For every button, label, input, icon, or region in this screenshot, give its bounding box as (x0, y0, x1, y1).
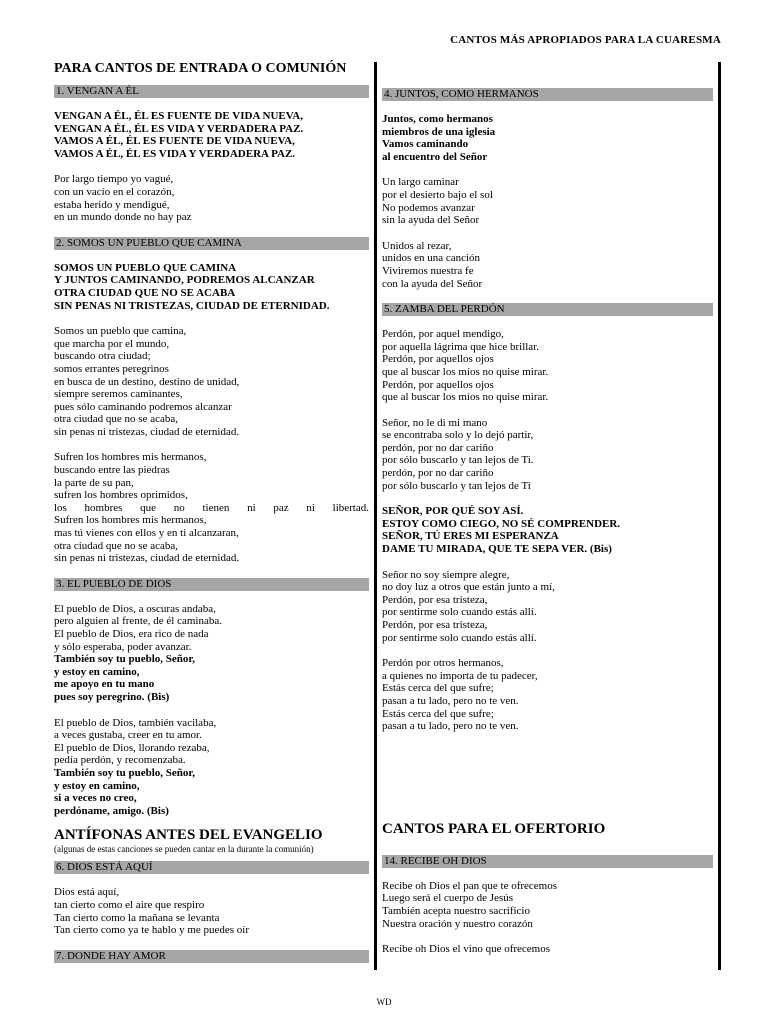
lyric-line: sin penas ni tristezas, ciudad de eternidad. (54, 425, 240, 438)
stanza (382, 569, 713, 645)
lyric-line: con la ayuda del Señor (382, 277, 483, 290)
stanza (54, 603, 369, 653)
lyric-line: También soy tu pueblo, Señor, (54, 766, 196, 779)
lyric-line: por sentirme solo cuando estás allí. (382, 631, 537, 644)
stanza (382, 240, 713, 290)
song-title-recibe: 14. RECIBE OH DIOS (382, 855, 713, 868)
lyric-line: me apoyo en tu mano (54, 678, 155, 691)
lyric-line: Sufren los hombres mis hermanos, (54, 514, 207, 527)
lyric-line: pero alguien al frente, de él caminaba. (54, 615, 222, 628)
lyric-line: que marcha por el mundo, (54, 337, 170, 350)
lyric-line: perdón, por no dar cariño (382, 441, 494, 454)
song-title-juntos: 4. JUNTOS, COMO HERMANOS (382, 88, 713, 101)
lyric-line: que al buscar los míos no quise mirar. (382, 391, 549, 404)
lyric-line: Y JUNTOS CAMINANDO, PODREMOS ALCANZAR (54, 274, 315, 287)
song-title-donde-hay-amor: 7. DONDE HAY AMOR (54, 950, 369, 963)
lyric-line: se encontraba solo y lo dejó partir, (382, 429, 534, 442)
song-title-somos: 2. SOMOS UN PUEBLO QUE CAMINA (54, 237, 369, 250)
lyric-line: pues soy peregrino. (Bis) (54, 690, 170, 703)
lyric-line: por sólo buscarlo y tan lejos de Ti (382, 479, 531, 492)
lyric-line: Dios está aquí, (54, 886, 120, 899)
lyric-line: buscando entre las piedras (54, 464, 170, 477)
lyric-line: otra ciudad que no se acaba, (54, 413, 178, 426)
song-title-dios-esta-aqui: 6. DIOS ESTÁ AQUÍ (54, 861, 369, 874)
stanza (54, 767, 369, 817)
lyric-line: somos errantes peregrinos (54, 362, 169, 375)
page-footer: WD (376, 997, 392, 1007)
stanza (382, 505, 713, 555)
stanza (382, 880, 713, 930)
lyric-line: DAME TU MIRADA, QUE TE SEPA VER. (Bis) (382, 543, 612, 556)
lyric-line: El pueblo de Dios, a oscuras andaba, (54, 602, 216, 615)
stanza (54, 325, 369, 438)
lyric-line: Perdón, por aquellos ojos (382, 378, 494, 391)
lyric-line: El pueblo de Dios, también vacilaba, (54, 716, 217, 729)
lyric-line: por sólo buscarlo y tan lejos de Ti. (382, 454, 534, 467)
lyric-line: SEÑOR, POR QUÉ SOY ASÍ. (382, 505, 524, 518)
stanza (382, 657, 713, 733)
lyric-line: los hombres que no tienen ni paz ni libertad. (54, 501, 369, 514)
lyric-line: al encuentro del Señor (382, 150, 488, 163)
lyric-line: Perdón por otros hermanos, (382, 657, 504, 670)
lyric-line: Recibe oh Dios el pan que te ofrecemos (382, 879, 558, 892)
stanza (382, 176, 713, 226)
lyric-line: Tan cierto como la mañana se levanta (54, 911, 220, 924)
lyric-line: Recibe oh Dios el vino que ofrecemos (382, 943, 551, 956)
lyric-line: que al buscar los míos no quise mirar. (382, 365, 549, 378)
lyric-line: Luego será el cuerpo de Jesús (382, 892, 514, 905)
lyric-line: por sentirme solo cuando estás allí. (382, 606, 537, 619)
stanza (54, 717, 369, 767)
stanza (54, 262, 369, 312)
lyric-line: y estoy en camino, (54, 779, 140, 792)
lyric-line: Perdón, por aquellos ojos (382, 353, 494, 366)
lyric-line: Vamos caminando (382, 138, 469, 151)
left-column (54, 60, 369, 975)
lyric-line: VENGAN A ÉL, ÉL ES FUENTE DE VIDA NUEVA, (54, 110, 303, 122)
lyric-line: Sufren los hombres mis hermanos, (54, 451, 207, 464)
lyric-line: tan cierto como el aire que respiro (54, 898, 205, 911)
stanza (382, 943, 713, 956)
song-title-zamba: 5. ZAMBA DEL PERDÓN (382, 303, 713, 316)
page-header: CANTOS MÁS APROPIADOS PARA LA CUARESMA (450, 34, 721, 46)
lyric-line: estaba herido y mendigué, (54, 198, 170, 211)
lyric-line: perdóname, amigo. (Bis) (54, 804, 169, 817)
lyric-line: Señor no soy siempre alegre, (382, 568, 510, 581)
lyric-line: VENGAN A ÉL, ÉL ES VIDA Y VERDADERA PAZ. (54, 122, 304, 135)
stanza (54, 886, 369, 936)
stanza (54, 173, 369, 223)
lyric-line: pasan a tu lado, pero no te ven. (382, 720, 519, 733)
lyric-line: Estás cerca del que sufre; (382, 682, 494, 695)
lyric-line: El pueblo de Dios, era rico de nada (54, 628, 209, 640)
lyric-line: SOMOS UN PUEBLO QUE CAMINA (54, 261, 237, 274)
right-margin-rule (718, 62, 721, 970)
lyric-line: Perdón, por esa tristeza, (382, 619, 488, 631)
lyric-line: SIN PENAS NI TRISTEZAS, CIUDAD DE ETERNIDAD. (54, 299, 330, 312)
section-title-antifonas: ANTÍFONAS ANTES DEL EVANGELIO (54, 827, 323, 844)
section-note: (algunas de estas canciones se pueden cantar en la durante la comunión) (54, 844, 314, 855)
lyric-line: en busca de un destino, destino de unidad, (54, 375, 240, 388)
lyric-line: VAMOS A ÉL, ÉL ES VIDA Y VERDADERA PAZ. (54, 147, 296, 160)
lyric-line: mas tú vienes con ellos y en ti alcanzaran, (54, 527, 239, 540)
lyric-line: sin penas ni tristezas, ciudad de eternidad. (54, 552, 240, 565)
lyric-line: También acepta nuestro sacrificio (382, 904, 530, 917)
stanza (382, 113, 713, 163)
lyric-line: Un largo caminar (382, 176, 459, 189)
lyric-line: por aquella lágrima que hice brillar. (382, 340, 539, 353)
lyric-line: y sólo esperaba, poder avanzar. (54, 640, 192, 653)
lyric-line: Perdón, por aquel mendigo, (382, 328, 504, 341)
lyric-line: ESTOY COMO CIEGO, NO SÉ COMPRENDER. (382, 517, 621, 530)
lyric-line: a veces gustaba, creer en tu amor. (54, 729, 202, 742)
lyric-line: Somos un pueblo que camina, (54, 325, 187, 338)
lyric-line: por el desierto bajo el sol (382, 188, 493, 201)
lyric-line: Unidos al rezar, (382, 239, 452, 252)
lyric-line: otra ciudad que no se acaba, (54, 539, 178, 552)
lyric-line: Señor, no le di mi mano (382, 416, 488, 429)
lyric-line: VAMOS A ÉL, ÉL ES FUENTE DE VIDA NUEVA, (54, 135, 295, 148)
lyric-line: Nuestra oración y nuestro corazón (382, 917, 533, 930)
lyric-line: siempre seremos caminantes, (54, 388, 183, 401)
lyric-line: No podemos avanzar (382, 201, 475, 214)
lyric-line: no doy luz a otros que están junto a mí, (382, 581, 555, 594)
stanza (382, 417, 713, 493)
stanza (54, 110, 369, 160)
lyric-line: Por largo tiempo yo vagué, (54, 173, 174, 186)
stanza (54, 653, 369, 703)
lyric-line: El pueblo de Dios, llorando rezaba, (54, 741, 210, 754)
lyric-line: unidos en una canción (382, 252, 481, 265)
section-title-entrada: PARA CANTOS DE ENTRADA O COMUNIÓN (54, 61, 347, 76)
lyric-line: Estás cerca del que sufre; (382, 707, 494, 720)
lyric-line: en un mundo donde no hay paz (54, 211, 192, 224)
lyric-line: la parte de su pan, (54, 476, 134, 489)
lyric-line: buscando otra ciudad; (54, 350, 151, 363)
lyric-line: pues sólo caminando podremos alcanzar (54, 400, 232, 413)
lyric-line: Juntos, como hermanos (382, 113, 493, 125)
lyric-line: con un vacío en el corazón, (54, 185, 175, 198)
lyric-line: y estoy en camino, (54, 665, 140, 678)
lyric-line: pasan a tu lado, pero no te ven. (382, 694, 519, 707)
lyric-line: OTRA CIUDAD QUE NO SE ACABA (54, 286, 236, 299)
lyric-line: a quienes no importa de tu padecer, (382, 669, 538, 682)
section-title-ofertorio: CANTOS PARA EL OFERTORIO (382, 820, 606, 837)
lyric-line: perdón, por no dar cariño (382, 467, 494, 480)
lyric-line: También soy tu pueblo, Señor, (54, 653, 196, 666)
stanza (382, 328, 713, 404)
lyric-line: sin la ayuda del Señor (382, 214, 480, 227)
column-divider (374, 62, 377, 970)
lyric-line: pedía perdón, y recomenzaba. (54, 754, 186, 767)
lyric-line: sufren los hombres oprimidos, (54, 489, 188, 502)
lyric-line: SEÑOR, TÚ ERES MI ESPERANZA (382, 530, 559, 543)
lyric-line: Perdón, por esa tristeza, (382, 593, 488, 606)
lyric-line: si a veces no creo, (54, 792, 137, 805)
lyric-line: Viviremos nuestra fe (382, 264, 474, 277)
stanza (54, 451, 369, 564)
song-title-vengan: 1. VENGAN A ÉL (54, 85, 369, 98)
lyric-line: Tan cierto como ya te hablo y me puedes oír (54, 924, 250, 937)
right-column (382, 82, 713, 969)
lyric-line: miembros de una iglesia (382, 125, 496, 138)
song-title-pueblo-de-dios: 3. EL PUEBLO DE DIOS (54, 578, 369, 591)
